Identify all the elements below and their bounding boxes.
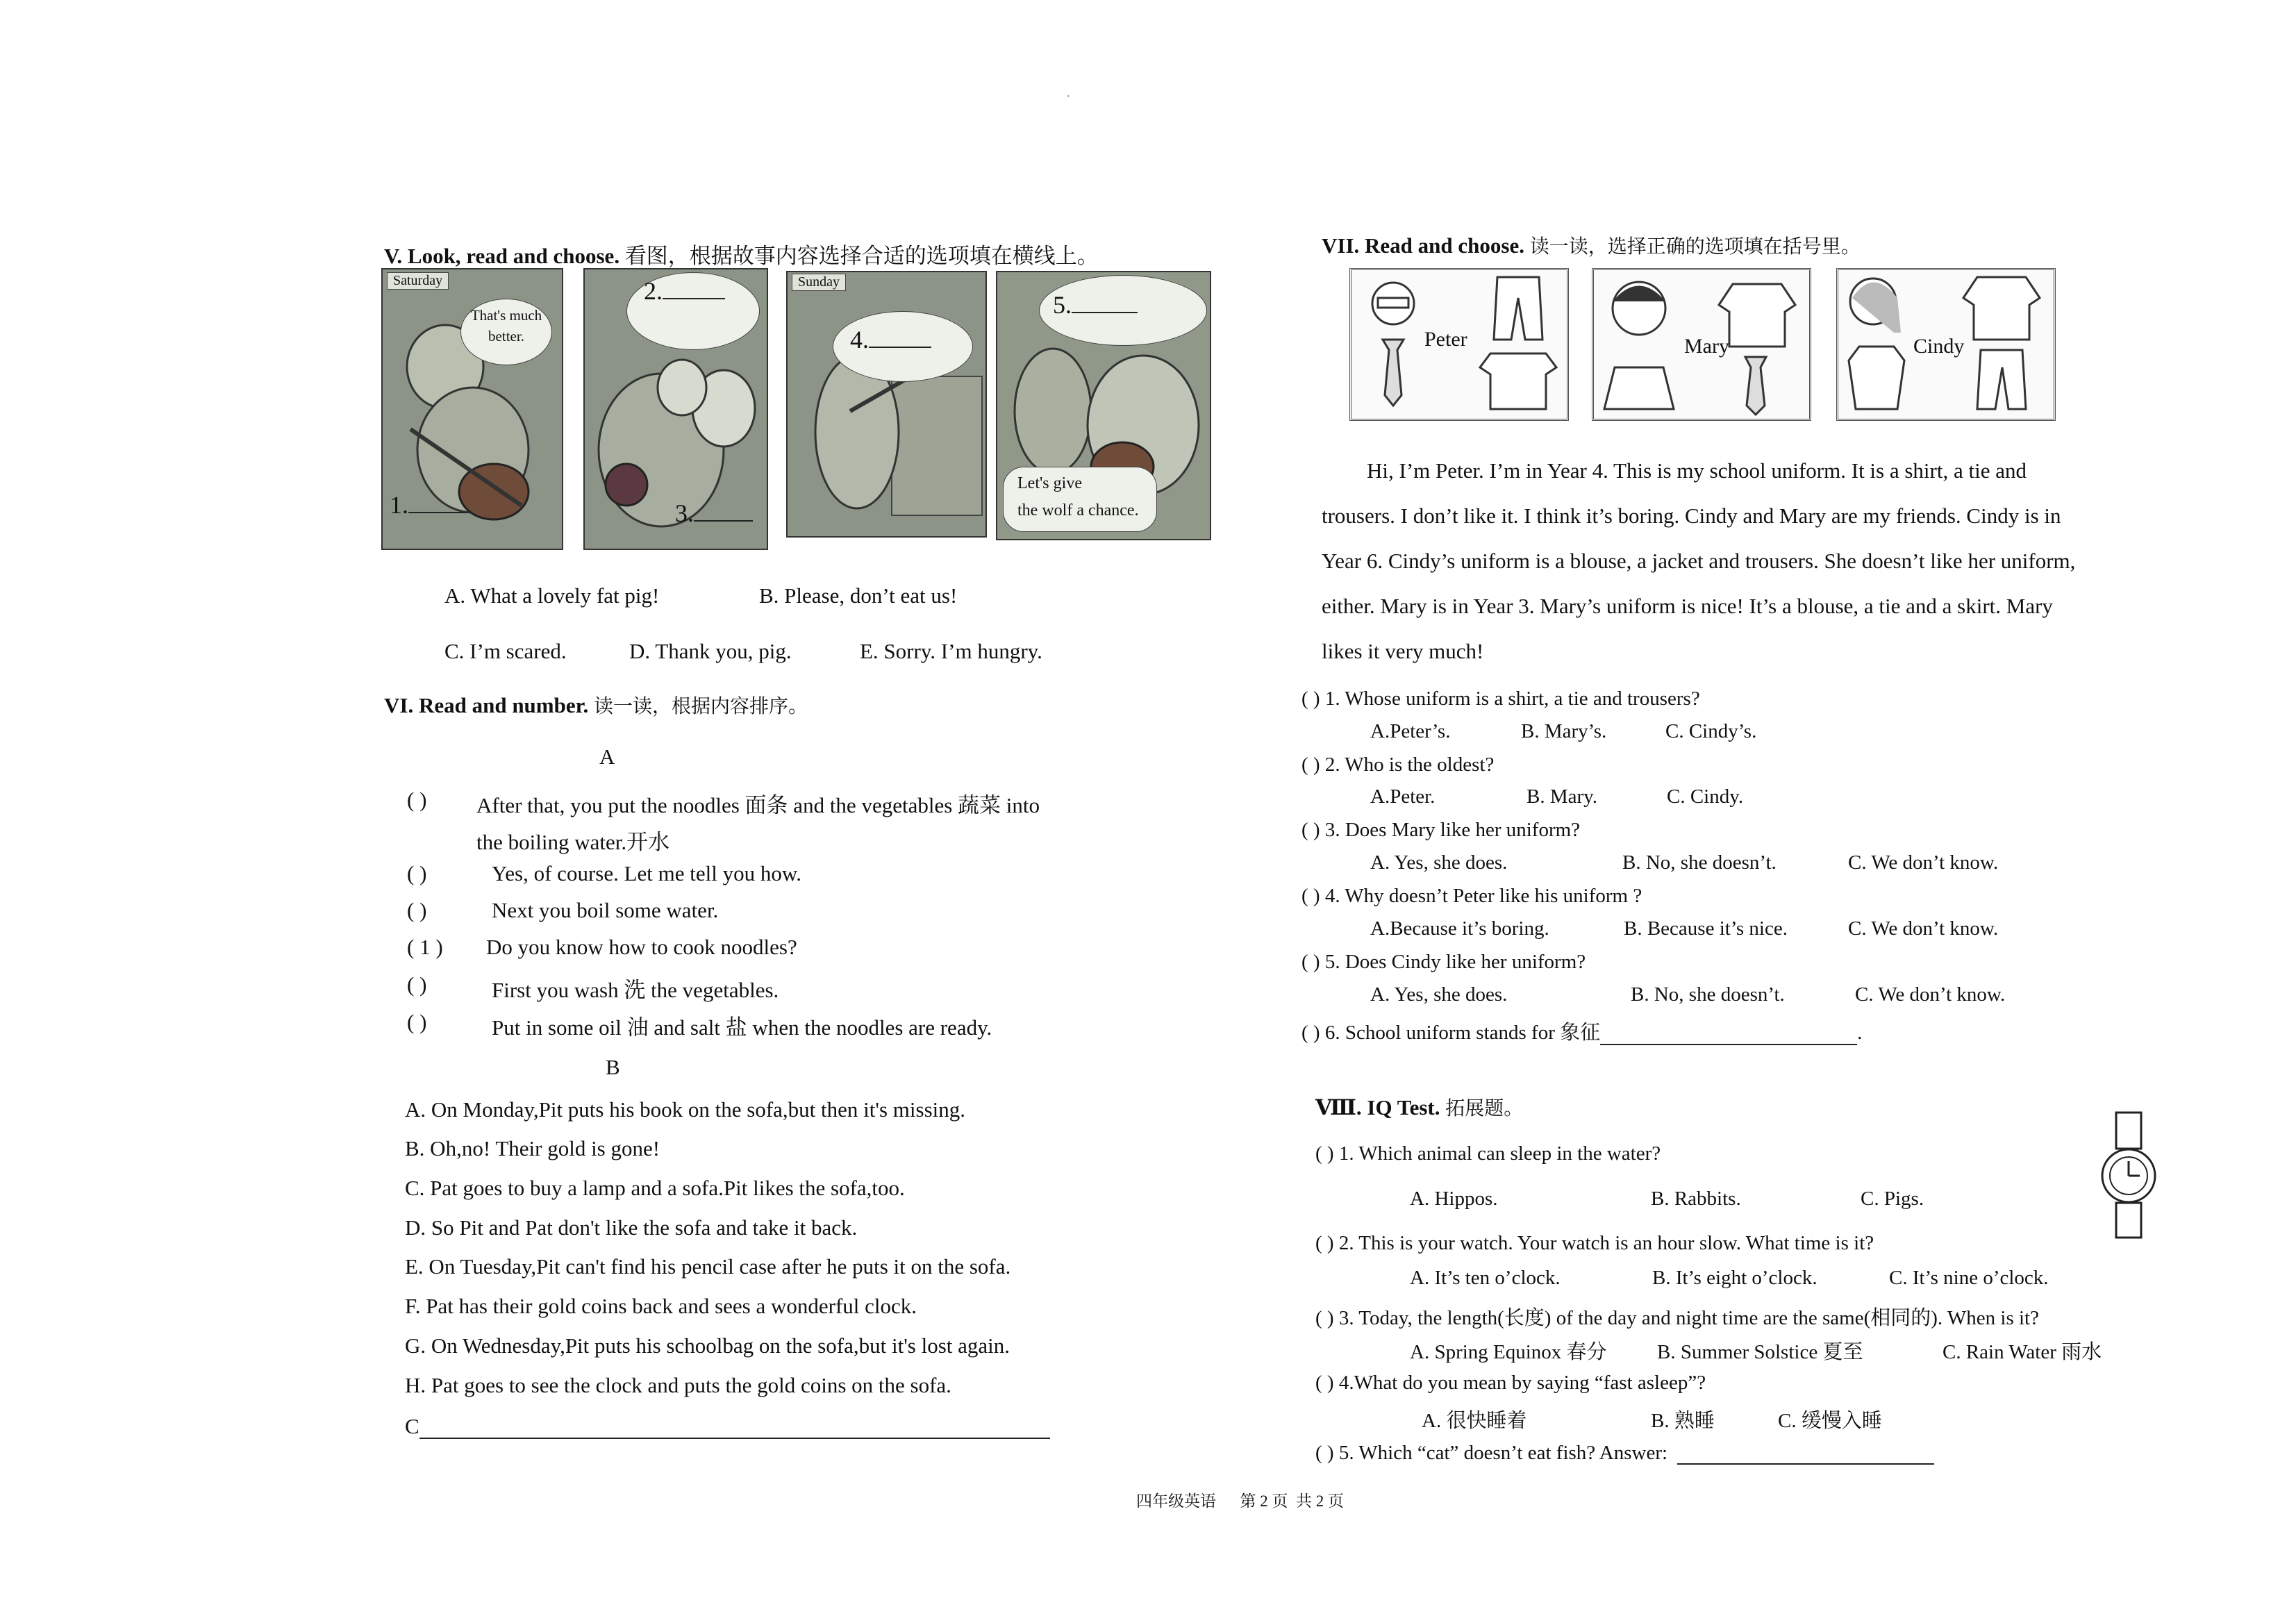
sec7-question-3[interactable]: ( ) 3. Does Mary like her uniform?: [1301, 819, 1581, 841]
panel-1-answer-blank: [390, 490, 467, 519]
sec7-question-1[interactable]: ( ) 1. Whose uniform is a shirt, a tie and trousers?: [1301, 688, 1700, 710]
panel-4-answer-blank: [850, 325, 931, 354]
part-a-item-4-num: ( 1 ): [407, 935, 443, 959]
sec7-question-2[interactable]: ( ) 2. Who is the oldest?: [1301, 754, 1495, 776]
part-b-item-e: E. On Tuesday,Pit can't find his pencil case after he puts it on the sofa.: [405, 1254, 1011, 1279]
sec7-q2-option-c: C. Cindy.: [1667, 785, 1744, 808]
sec7-q5-option-a: A. Yes, she does.: [1370, 983, 1508, 1006]
sec7-q3-option-c: C. We don’t know.: [1848, 851, 1999, 874]
sec8-q1-option-c: C. Pigs.: [1861, 1188, 1924, 1210]
sequence-answer-blank[interactable]: [419, 1414, 1050, 1439]
section-5-heading: [384, 238, 1099, 269]
panel-4-caption-line-2: the wolf a chance.: [1017, 501, 1139, 519]
section-5-option-e: E. Sorry. I’m hungry.: [860, 639, 1042, 663]
panel-4-caption-bubble: [1003, 467, 1157, 532]
passage-line-2: trousers. I don’t like it. I think it’s boring. Cindy and Mary are my friends. Cindy is in: [1322, 503, 2061, 528]
sec7-q5-option-c: C. We don’t know.: [1855, 983, 2006, 1006]
sec7-q1-option-b: B. Mary’s.: [1521, 720, 1607, 742]
passage-line-5: likes it very much!: [1322, 639, 1484, 663]
mary-uniform-picture: [1592, 268, 1811, 421]
panel-4-caption-line-1: Let's give: [1017, 474, 1082, 492]
panel-1-number: 1.: [390, 491, 408, 519]
part-a-item-3-num: ( ): [407, 898, 427, 922]
part-b-item-f: F. Pat has their gold coins back and sees a wonderful clock.: [405, 1294, 917, 1318]
panel-2-answer-blank: [644, 276, 725, 306]
peter-uniform-picture: [1349, 268, 1569, 421]
sec7-question-5[interactable]: ( ) 5. Does Cindy like her uniform?: [1301, 951, 1586, 973]
passage-line-3: Year 6. Cindy’s uniform is a blouse, a jacket and trousers. She doesn’t like her uniform,: [1322, 549, 2076, 573]
panel-2-number: 2.: [644, 277, 663, 305]
comic-panel-1: [381, 268, 563, 550]
sec7-q1-option-c: C. Cindy’s.: [1665, 720, 1757, 742]
sec7-q4-option-c: C. We don’t know.: [1848, 917, 1999, 940]
panel-3-answer-blank: [675, 499, 753, 528]
part-b-item-h: H. Pat goes to see the clock and puts the gold coins on the sofa.: [405, 1373, 951, 1397]
sec8-q4-option-c: C. 缓慢入睡: [1778, 1410, 1882, 1432]
section-6-heading: [384, 691, 808, 719]
part-b-item-b: B. Oh,no! Their gold is gone!: [405, 1136, 660, 1160]
sec8-question-2[interactable]: ( ) 2. This is your watch. Your watch is an hour slow. What time is it?: [1315, 1232, 1874, 1254]
sec8-q4-option-a: A. 很快睡着: [1422, 1410, 1527, 1432]
sec8-question-5[interactable]: [1315, 1442, 1934, 1465]
panel-5-number: 5.: [1053, 291, 1072, 319]
section-5-option-d: D. Thank you, pig.: [629, 639, 792, 663]
passage-line-4: either. Mary is in Year 3. Mary’s uniform is nice! It’s a blouse, a tie and a skirt. Mary: [1322, 594, 2053, 618]
sec8-q3-option-c: C. Rain Water 雨水: [1943, 1341, 2102, 1363]
sec8-q5-answer-blank[interactable]: [1677, 1442, 1934, 1465]
panel-3-day-tag: Sunday: [792, 274, 846, 291]
sec7-q6-blank[interactable]: [1600, 1023, 1857, 1045]
part-a-item-4-text: Do you know how to cook noodles?: [486, 935, 797, 959]
part-a-item-2-text: Yes, of course. Let me tell you how.: [492, 861, 801, 885]
sec8-question-4[interactable]: ( ) 4.What do you mean by saying “fast asleep”?: [1315, 1372, 1706, 1394]
sec7-question-4[interactable]: ( ) 4. Why doesn’t Peter like his uniform ?: [1301, 885, 1642, 907]
section-5-option-b: B. Please, don’t eat us!: [759, 583, 958, 608]
sec7-q3-option-b: B. No, she doesn’t.: [1622, 851, 1777, 874]
sec8-question-1[interactable]: ( ) 1. Which animal can sleep in the water?: [1315, 1142, 1661, 1165]
section-5-title: V. Look, read and choose.: [384, 244, 620, 268]
sec8-q1-option-a: A. Hippos.: [1410, 1188, 1498, 1210]
sequence-answer-start: C: [405, 1414, 419, 1438]
sec7-question-6[interactable]: [1301, 1017, 1862, 1045]
section-8-title: Ⅷ. IQ Test.: [1315, 1095, 1440, 1120]
sec7-q6-text: ( ) 6. School uniform stands for 象征: [1301, 1022, 1601, 1044]
section-7-heading: [1322, 231, 1861, 259]
part-a-item-1-text: After that, you put the noodles 面条 and the vegetables 蔬菜 into: [476, 793, 1040, 817]
part-a-item-6-num: ( ): [407, 1010, 427, 1034]
panel-1-speech-bubble: That's much better.: [460, 299, 552, 365]
panel-4-number: 4.: [850, 326, 869, 353]
panel-1-day-tag: Saturday: [387, 272, 449, 290]
part-a-item-1-cont: the boiling water.开水: [476, 830, 670, 854]
comic-panel-3: [786, 271, 987, 538]
part-a-item-1-num: ( ): [407, 788, 427, 812]
section-5-instruction: 看图，根据故事内容选择合适的选项填在横线上。: [624, 244, 1099, 268]
section-6-part-b-label: B: [606, 1055, 620, 1079]
section-6-instruction: 读一读，根据内容排序。: [594, 696, 808, 717]
panel-5-answer-blank: [1053, 290, 1138, 319]
section-6-title: VI. Read and number.: [384, 693, 589, 717]
part-b-item-c: C. Pat goes to buy a lamp and a sofa.Pit likes the sofa,too.: [405, 1176, 905, 1200]
part-b-item-d: D. So Pit and Pat don't like the sofa and take it back.: [405, 1215, 858, 1240]
sec8-q2-option-b: B. It’s eight o’clock.: [1652, 1267, 1817, 1289]
section-7-title: VII. Read and choose.: [1322, 233, 1524, 258]
sec7-q4-option-a: A.Because it’s boring.: [1370, 917, 1549, 940]
peter-name-label: Peter: [1424, 328, 1467, 351]
sec8-q3-option-a: A. Spring Equinox 春分: [1410, 1341, 1607, 1363]
part-a-item-6-text: Put in some oil 油 and salt 盐 when the noodles are ready.: [492, 1015, 992, 1040]
sequence-answer-line[interactable]: [405, 1414, 1050, 1439]
cindy-uniform-picture: [1836, 268, 2056, 421]
mary-name-label: Mary: [1684, 335, 1729, 358]
sec8-q2-option-a: A. It’s ten o’clock.: [1410, 1267, 1561, 1289]
part-a-item-5-text: First you wash 洗 the vegetables.: [492, 978, 779, 1002]
sec7-q5-option-b: B. No, she doesn’t.: [1631, 983, 1785, 1006]
sec8-q4-option-b: B. 熟睡: [1651, 1410, 1715, 1432]
part-a-item-2-num: ( ): [407, 861, 427, 885]
sec7-q4-option-b: B. Because it’s nice.: [1624, 917, 1788, 940]
section-8-heading: [1315, 1093, 1523, 1121]
comic-panel-4: [996, 271, 1211, 540]
sec7-q2-option-a: A.Peter.: [1370, 785, 1436, 808]
panel-3-number: 3.: [675, 499, 694, 527]
sec8-q3-option-b: B. Summer Solstice 夏至: [1657, 1341, 1863, 1363]
sec8-question-3[interactable]: ( ) 3. Today, the length(长度) of the day and night time are the same(相同的). When is it?: [1315, 1307, 2039, 1329]
section-8-instruction: 拓展题。: [1445, 1098, 1524, 1120]
part-b-item-a: A. On Monday,Pit puts his book on the sofa,but then it's missing.: [405, 1097, 965, 1122]
sec8-q2-option-c: C. It’s nine o’clock.: [1889, 1267, 2049, 1289]
sec7-q3-option-a: A. Yes, she does.: [1370, 851, 1508, 874]
section-5-option-a: A. What a lovely fat pig!: [444, 583, 660, 608]
passage-line-1: Hi, I’m Peter. I’m in Year 4. This is my school uniform. It is a shirt, a tie and: [1367, 458, 2027, 483]
sec7-q1-option-a: A.Peter’s.: [1370, 720, 1451, 742]
top-mark: ·: [1066, 89, 1071, 104]
watch-icon: [2101, 1111, 2156, 1240]
page-footer: 四年级英语 第 2 页 共 2 页: [1136, 1492, 1344, 1510]
sec8-q5-text: ( ) 5. Which “cat” doesn’t eat fish? Answer:: [1315, 1442, 1668, 1464]
comic-panel-2: [583, 268, 768, 550]
sec7-q6-end: .: [1857, 1022, 1863, 1044]
part-b-item-g: G. On Wednesday,Pit puts his schoolbag on the sofa,but it's lost again.: [405, 1333, 1010, 1358]
section-5-option-c: C. I’m scared.: [444, 639, 567, 663]
section-7-instruction: 读一读，选择正确的选项填在括号里。: [1529, 236, 1861, 258]
sec8-q1-option-b: B. Rabbits.: [1651, 1188, 1741, 1210]
sec7-q2-option-b: B. Mary.: [1526, 785, 1598, 808]
cindy-name-label: Cindy: [1913, 335, 1965, 358]
part-a-item-5-num: ( ): [407, 972, 427, 997]
part-a-item-3-text: Next you boil some water.: [492, 898, 719, 922]
section-6-part-a-label: A: [599, 744, 615, 769]
